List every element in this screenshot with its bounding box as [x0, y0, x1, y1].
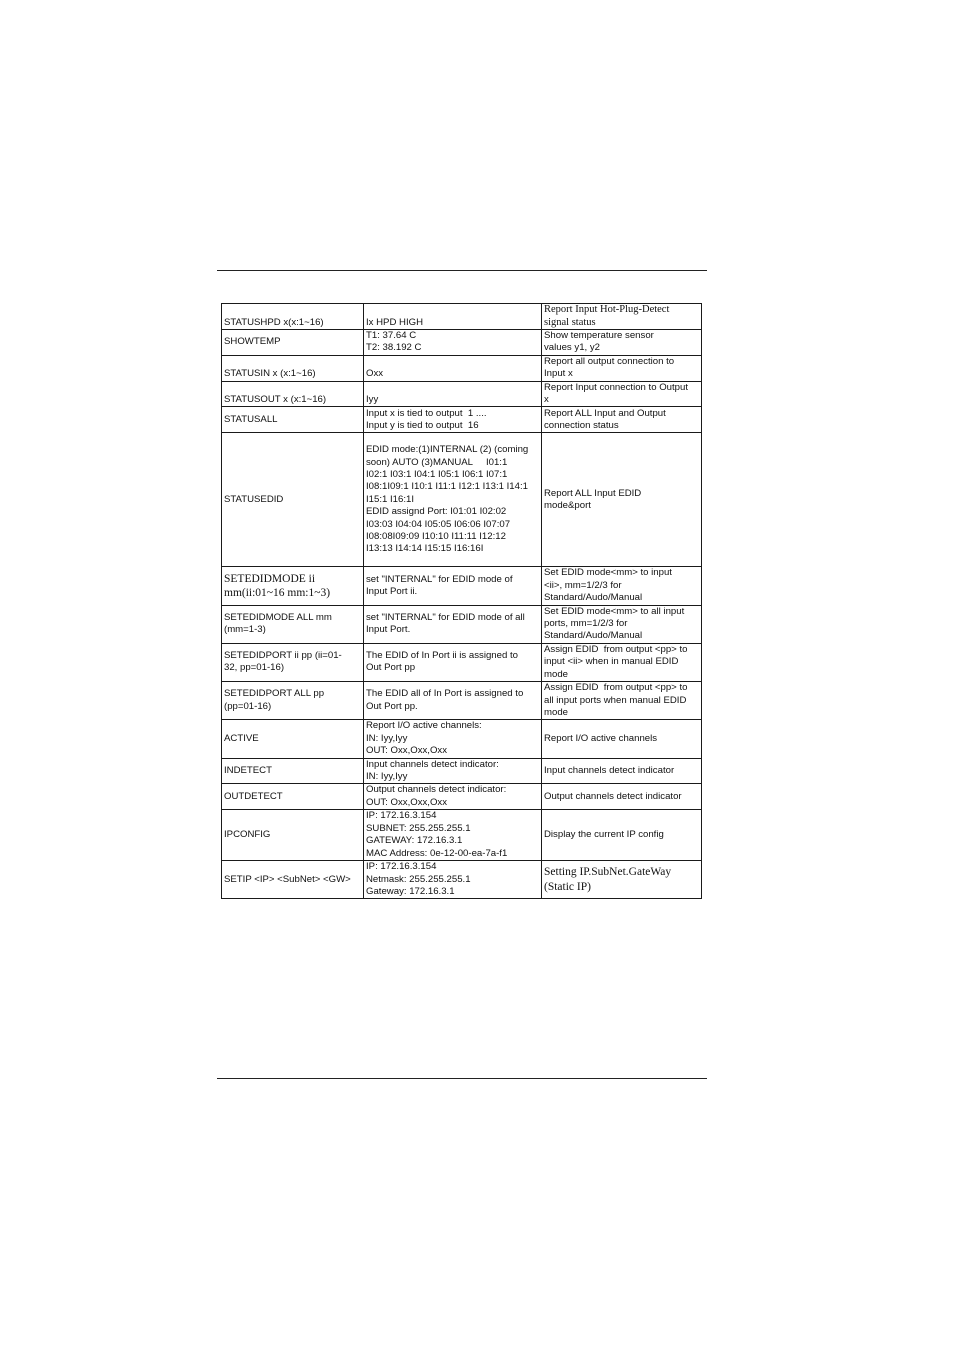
table-row	[222, 381, 702, 407]
description-cell: Assign EDID from output <pp> to input <ii> when in manual EDID mode	[542, 643, 702, 681]
table-row	[222, 643, 702, 681]
response-cell: Oxx	[364, 355, 542, 381]
description-cell: Report Input Hot-Plug-Detect signal status	[542, 304, 702, 330]
table-row	[222, 861, 702, 899]
command-cell: INDETECT	[222, 758, 364, 784]
table-row	[222, 758, 702, 784]
description-cell: Show temperature sensor values y1, y2	[542, 330, 702, 356]
table-row	[222, 810, 702, 861]
description-cell: Report ALL Input EDID mode&port	[542, 433, 702, 567]
description-cell: Report all output connection to Input x	[542, 355, 702, 381]
response-cell: Report I/O active channels: IN: Iyy,Iyy OUT: Oxx,Oxx,Oxx	[364, 720, 542, 758]
command-cell: STATUSHPD x(x:1~16)	[222, 304, 364, 330]
table-row	[222, 567, 702, 605]
table-row	[222, 407, 702, 433]
command-cell: STATUSOUT x (x:1~16)	[222, 381, 364, 407]
command-cell: SETEDIDPORT ii pp (ii=01- 32, pp=01-16)	[222, 643, 364, 681]
description-cell: Set EDID mode<mm> to input <ii>, mm=1/2/3 for Standard/Audo/Manual	[542, 567, 702, 605]
response-cell: The EDID of In Port ii is assigned to Out Port pp	[364, 643, 542, 681]
response-cell: set "INTERNAL" for EDID mode of all Input Port.	[364, 605, 542, 643]
response-cell: The EDID all of In Port is assigned to Out Port pp.	[364, 682, 542, 720]
table-row	[222, 355, 702, 381]
command-cell: SHOWTEMP	[222, 330, 364, 356]
response-cell: T1: 37.64 C T2: 38.192 C	[364, 330, 542, 356]
description-cell: Setting IP.SubNet.GateWay (Static IP)	[542, 861, 702, 899]
response-cell: Output channels detect indicator: OUT: Oxx,Oxx,Oxx	[364, 784, 542, 810]
command-cell: SETEDIDPORT ALL pp (pp=01-16)	[222, 682, 364, 720]
response-cell: EDID mode:(1)INTERNAL (2) (coming soon) AUTO (3)MANUAL I01:1 I02:1 I03:1 I04:1 I05:1 I06:1 I07:1 I08:1I09:1 I10:1 I11:1 I12:1 I13:1 I14:1 I15:1 I16:1I EDID assignd Port: I01:01 I02:02 I03:03 I04:04 I05:05 I06:06 I07:07 I08:08I09:09 I10:10 I11:11 I12:12 I13:13 I14:14 I15:15 I16:16I	[364, 433, 542, 567]
table-row	[222, 330, 702, 356]
response-cell: Iyy	[364, 381, 542, 407]
response-cell: IP: 172.16.3.154 SUBNET: 255.255.255.1 GATEWAY: 172.16.3.1 MAC Address: 0e-12-00-ea-7a-f1	[364, 810, 542, 861]
table-row	[222, 784, 702, 810]
response-cell: IP: 172.16.3.154 Netmask: 255.255.255.1 Gateway: 172.16.3.1	[364, 861, 542, 899]
description-cell: Set EDID mode<mm> to all input ports, mm=1/2/3 for Standard/Audo/Manual	[542, 605, 702, 643]
command-cell: SETEDIDMODE ii mm(ii:01~16 mm:1~3)	[222, 567, 364, 605]
response-cell: Ix HPD HIGH	[364, 304, 542, 330]
command-table	[221, 303, 702, 899]
command-cell: ACTIVE	[222, 720, 364, 758]
command-cell: STATUSIN x (x:1~16)	[222, 355, 364, 381]
command-cell: STATUSALL	[222, 407, 364, 433]
response-cell: Input x is tied to output 1 .... Input y is tied to output 16	[364, 407, 542, 433]
command-cell: OUTDETECT	[222, 784, 364, 810]
footer-rule	[217, 1078, 707, 1079]
table-row	[222, 720, 702, 758]
description-cell: Assign EDID from output <pp> to all input ports when manual EDID mode	[542, 682, 702, 720]
description-cell: Display the current IP config	[542, 810, 702, 861]
table-row	[222, 304, 702, 330]
command-cell: STATUSEDID	[222, 433, 364, 567]
description-cell: Report I/O active channels	[542, 720, 702, 758]
description-cell: Report Input connection to Output x	[542, 381, 702, 407]
command-cell: IPCONFIG	[222, 810, 364, 861]
table-row	[222, 682, 702, 720]
header-rule	[217, 270, 707, 271]
description-cell: Output channels detect indicator	[542, 784, 702, 810]
table-row	[222, 605, 702, 643]
description-cell: Input channels detect indicator	[542, 758, 702, 784]
response-cell: Input channels detect indicator: IN: Iyy,Iyy	[364, 758, 542, 784]
table-row	[222, 433, 702, 567]
command-cell: SETEDIDMODE ALL mm (mm=1-3)	[222, 605, 364, 643]
command-cell: SETIP <IP> <SubNet> <GW>	[222, 861, 364, 899]
description-cell: Report ALL Input and Output connection status	[542, 407, 702, 433]
response-cell: set "INTERNAL" for EDID mode of Input Port ii.	[364, 567, 542, 605]
